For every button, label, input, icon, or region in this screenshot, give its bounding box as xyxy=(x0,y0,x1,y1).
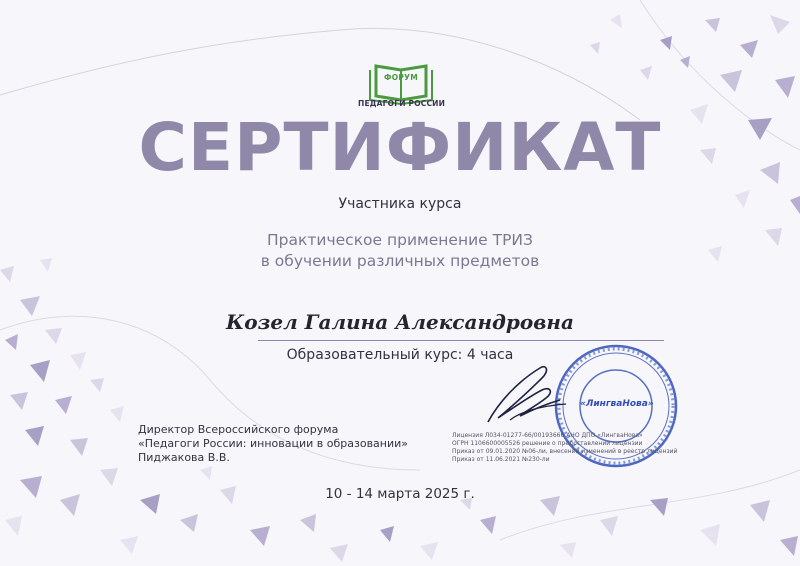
license-line4: Приказ от 11.06.2021 №230-ли xyxy=(452,456,550,463)
director-line2: «Педагоги России: инновации в образовании» xyxy=(138,437,409,450)
director-line1: Директор Всероссийского форума xyxy=(138,423,339,436)
stamp-center-text: «ЛингваНова» xyxy=(580,399,654,409)
forum-logo xyxy=(358,58,444,114)
course-title xyxy=(0,230,800,272)
name-underline xyxy=(258,340,664,341)
recipient-name: Козел Галина Александровна xyxy=(226,310,574,334)
director-block xyxy=(138,423,408,465)
course-hours: Образовательный курс: 4 часа xyxy=(286,347,514,363)
logo-bottom-text: ПЕДАГОГИ РОССИИ xyxy=(358,99,446,108)
course-dates: 10 - 14 марта 2025 г. xyxy=(325,486,475,502)
license-line1: Лицензия Л034-01277-66/00193666 АНО ДПО «ЛингваНова» xyxy=(452,432,643,439)
license-line3: Приказ от 09.01.2020 №06-ли, внесении изменений в реестр лицензий xyxy=(452,448,678,455)
logo-top-text: ФОРУМ xyxy=(383,73,419,82)
certificate-title: СЕРТИФИКАТ xyxy=(138,109,662,186)
license-info xyxy=(452,432,677,464)
certificate-subtitle: Участника курса xyxy=(338,196,462,212)
director-name: Пиджакова В.В. xyxy=(138,451,230,464)
course-title-line2: в обучении различных предметов xyxy=(260,252,540,270)
signature-icon xyxy=(480,360,570,430)
course-title-line1: Практическое применение ТРИЗ xyxy=(267,231,533,249)
license-line2: ОГРН 1106600005526 решение о предоставлении лицензии xyxy=(452,440,643,447)
